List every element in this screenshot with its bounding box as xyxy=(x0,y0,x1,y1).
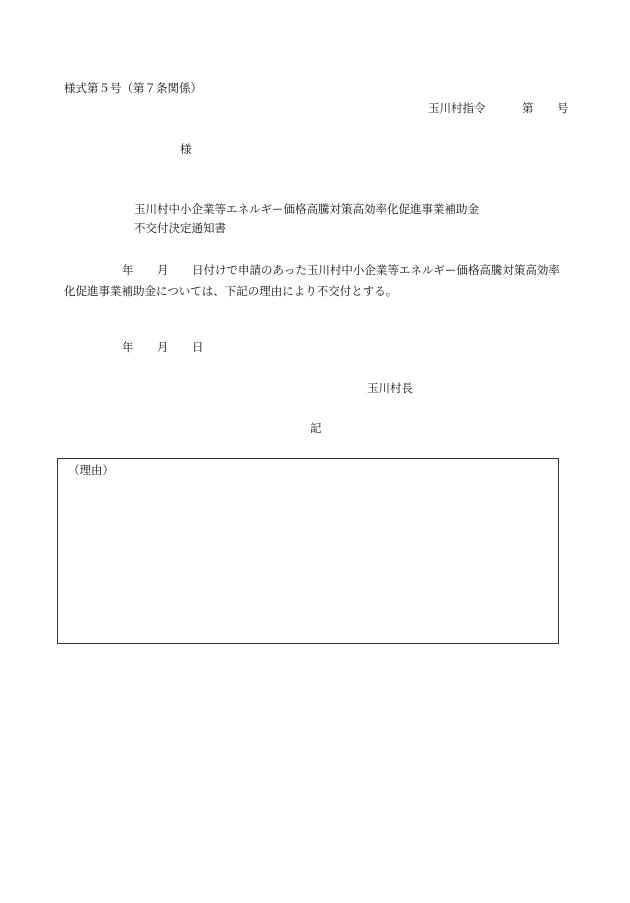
addressee-suffix: 様 xyxy=(180,142,192,156)
body-month: 月 xyxy=(157,263,169,277)
issuer-name: 玉川村長 xyxy=(367,381,413,395)
date-year: 年 xyxy=(122,340,134,354)
body-year: 年 xyxy=(122,263,134,277)
form-number: 様式第５号（第７条関係） xyxy=(64,81,202,95)
date-day: 日 xyxy=(192,340,204,354)
order-dai: 第 xyxy=(522,101,534,115)
reason-box xyxy=(57,458,559,644)
date-month: 月 xyxy=(157,340,169,354)
document-title-line2: 不交付決定通知書 xyxy=(134,221,226,235)
body-text-line2: 化促進事業補助金については、下記の理由により不交付とする。 xyxy=(64,284,398,298)
reason-label: （理由） xyxy=(68,463,114,477)
order-go: 号 xyxy=(557,101,569,115)
document-title-line1: 玉川村中小企業等エネルギー価格高騰対策高効率化促進事業補助金 xyxy=(134,202,479,216)
order-prefix: 玉川村指令 xyxy=(428,101,486,115)
ki-heading: 記 xyxy=(310,421,322,435)
body-text-line1: 日付けで申請のあった玉川村中小企業等エネルギー価格高騰対策高効率 xyxy=(192,263,560,277)
